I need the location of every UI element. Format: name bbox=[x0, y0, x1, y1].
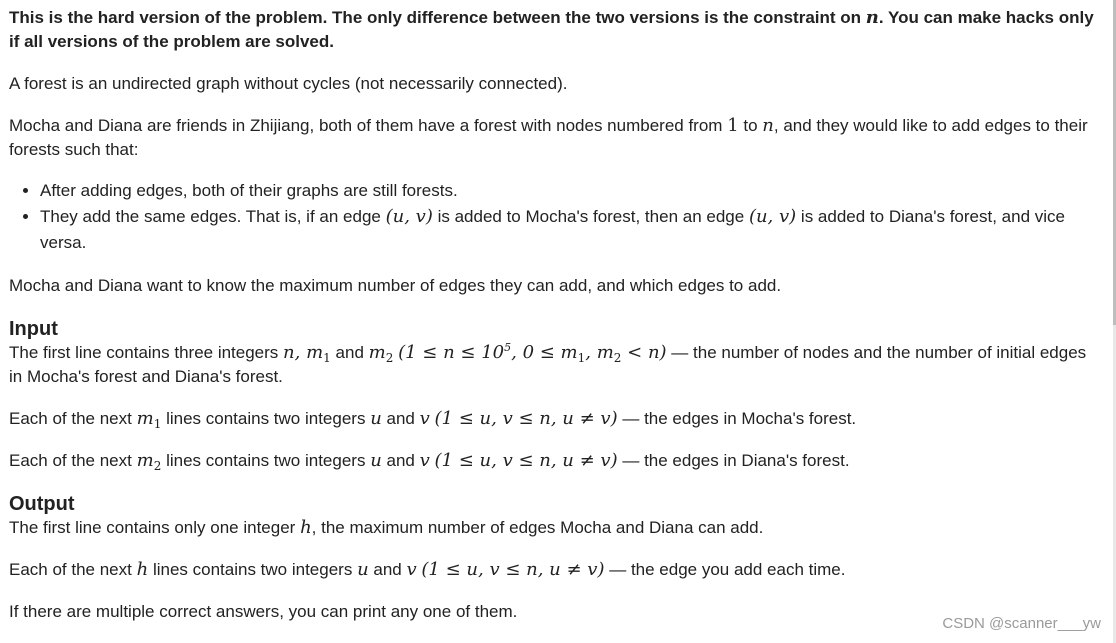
conditions-list bbox=[9, 178, 1099, 256]
var-h: h bbox=[136, 559, 149, 580]
note-text: This is the hard version of the problem. The only difference between the two versions is the constraint on bbox=[9, 8, 862, 27]
intro-paragraph bbox=[9, 114, 1099, 162]
var-h: h bbox=[300, 517, 312, 538]
output-heading: Output bbox=[9, 493, 75, 515]
input-first-line bbox=[9, 341, 1099, 389]
constraint-uv: (1 ≤ u, v ≤ n, u ≠ v) bbox=[421, 559, 605, 580]
output-p3-text: If there are multiple correct answers, you can print any one of them. bbox=[9, 602, 518, 621]
input-p1-and: and bbox=[335, 343, 364, 362]
output-p1-text-a: The first line contains only one integer bbox=[9, 518, 296, 537]
intro-n: n bbox=[762, 115, 774, 136]
hard-version-note bbox=[9, 6, 1099, 54]
intro-text-a: Mocha and Diana are friends in Zhijiang, both of them have a forest with nodes numbered from bbox=[9, 116, 723, 135]
goal-text: Mocha and Diana want to know the maximum number of edges they can add, and which edges to add. bbox=[9, 276, 782, 295]
input-heading: Input bbox=[9, 318, 58, 340]
output-edges bbox=[9, 558, 1099, 582]
forest-definition bbox=[9, 72, 1099, 96]
note-end: . You can make hacks only if all versions of the problem are solved. bbox=[9, 8, 1094, 51]
output-p2-text-b: lines contains two integers bbox=[152, 560, 353, 579]
constraint-uv: (1 ≤ u, v ≤ n, u ≠ v) bbox=[434, 450, 618, 471]
condition-2-text-c: is added to Diana's forest, and vice versa. bbox=[40, 207, 1065, 252]
var-m2: m bbox=[136, 450, 154, 471]
input-p3-text-a: Each of the next bbox=[9, 451, 132, 470]
condition-item bbox=[40, 178, 1099, 204]
input-p2-text-c: — the edges in Mocha's forest. bbox=[622, 409, 857, 428]
output-p1-text-b: , the maximum number of edges Mocha and Diana can add. bbox=[311, 518, 764, 537]
problem-statement bbox=[9, 6, 1099, 624]
input-p3-and: and bbox=[386, 451, 415, 470]
edge-uv: (u, v) bbox=[385, 206, 433, 227]
input-p2-and: and bbox=[386, 409, 415, 428]
edge-uv: (u, v) bbox=[748, 206, 797, 227]
sub-2: 2 bbox=[385, 351, 394, 365]
var-m2: m bbox=[368, 342, 386, 363]
constraint-uv: (1 ≤ u, v ≤ n, u ≠ v) bbox=[434, 408, 618, 429]
output-p2-and: and bbox=[373, 560, 402, 579]
input-p3-text-b: lines contains two integers bbox=[166, 451, 366, 470]
note-var: n bbox=[865, 7, 879, 28]
input-p2-text-a: Each of the next bbox=[9, 409, 132, 428]
sub-1: 1 bbox=[153, 417, 162, 431]
output-first-line bbox=[9, 516, 1099, 540]
condition-1-text: After adding edges, both of their graphs are still forests. bbox=[40, 181, 458, 200]
exp-5: 5 bbox=[504, 341, 512, 354]
var-v: v bbox=[406, 559, 417, 580]
var-m1: m bbox=[136, 408, 154, 429]
input-mocha-edges bbox=[9, 407, 1099, 431]
input-diana-edges bbox=[9, 449, 1099, 473]
var-u: u bbox=[370, 408, 382, 429]
var-v: v bbox=[419, 450, 430, 471]
sub-1: 1 bbox=[577, 351, 586, 365]
intro-one: 1 bbox=[727, 115, 739, 136]
output-p2-text-a: Each of the next bbox=[9, 560, 132, 579]
condition-2-text-b: is added to Mocha's forest, then an edge bbox=[437, 207, 745, 226]
output-p2-text-c: — the edge you add each time. bbox=[609, 560, 846, 579]
constraint-part-4: < n) bbox=[621, 342, 667, 363]
intro-text-b: , and they would like to add edges to their forests such that: bbox=[9, 116, 1088, 159]
constraint-n-m bbox=[398, 342, 666, 363]
constraint-part-3: , m bbox=[585, 342, 614, 363]
csdn-watermark: CSDN @scanner___yw bbox=[942, 615, 1101, 632]
constraint-part-2: , 0 ≤ m bbox=[511, 342, 578, 363]
sub-2: 2 bbox=[153, 459, 162, 473]
input-p3-text-c: — the edges in Diana's forest. bbox=[622, 451, 850, 470]
intro-to: to bbox=[743, 116, 758, 135]
output-multiple-answers bbox=[9, 600, 1099, 624]
sub-2: 2 bbox=[613, 351, 622, 365]
sub-1: 1 bbox=[323, 351, 331, 365]
var-n-m1: n, m bbox=[283, 342, 324, 363]
var-u: u bbox=[357, 559, 369, 580]
input-p2-text-b: lines contains two integers bbox=[166, 409, 366, 428]
input-p1-text-a: The first line contains three integers bbox=[9, 343, 279, 362]
goal-paragraph bbox=[9, 274, 1099, 298]
var-u: u bbox=[370, 450, 382, 471]
input-p1-text-b: — the number of nodes and the number of initial edges in Mocha's forest and Diana's forest. bbox=[9, 343, 1087, 386]
forest-text: A forest is an undirected graph without cycles (not necessarily connected). bbox=[9, 74, 568, 93]
condition-2-text-a: They add the same edges. That is, if an edge bbox=[40, 207, 381, 226]
constraint-part-1: (1 ≤ n ≤ 10 bbox=[398, 342, 505, 363]
condition-item bbox=[40, 204, 1099, 256]
var-v: v bbox=[419, 408, 430, 429]
